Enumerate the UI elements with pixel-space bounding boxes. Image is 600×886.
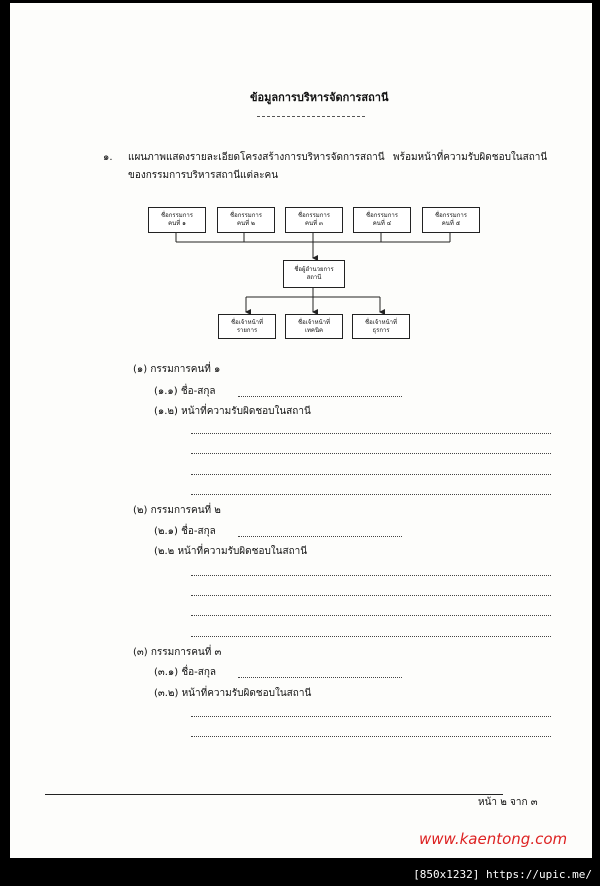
org-box-committee-3 xyxy=(285,207,343,233)
org-box-staff-technical xyxy=(285,314,343,339)
org-box-committee-1 xyxy=(148,207,206,233)
page-title: ข้อมูลการบริหารจัดการสถานี xyxy=(250,91,389,104)
org-box-label: ชื่อผู้อำนวยการ xyxy=(294,266,334,273)
committee-3-duty-label: (๓.๒) หน้าที่ความรับผิดชอบในสถานี xyxy=(154,688,312,699)
org-box-label: รายการ xyxy=(236,326,258,334)
section-text-2: ของกรรมการบริหารสถานีแต่ละคน xyxy=(128,170,279,181)
org-box-label: ชื่อเจ้าหน้าที่ xyxy=(365,318,397,326)
org-box-label: สถานี xyxy=(306,274,322,281)
committee-3-heading: (๓) กรรมการคนที่ ๓ xyxy=(133,647,222,658)
org-box-label: ชื่อกรรมการ xyxy=(298,212,330,219)
org-box-label: คนที่ ๒ xyxy=(237,220,255,227)
org-box-staff-admin xyxy=(352,314,410,339)
section-text-1a: แผนภาพแสดงรายละเอียดโครงสร้างการบริหารจัดการสถานี xyxy=(128,152,385,163)
committee-2-duty-label: (๒.๒ หน้าที่ความรับผิดชอบในสถานี xyxy=(154,546,308,557)
committee-1-duty-line[interactable] xyxy=(191,453,551,454)
org-box-director xyxy=(283,260,345,288)
org-box-label: ชื่อกรรมการ xyxy=(366,212,398,219)
org-box-label: ชื่อกรรมการ xyxy=(230,212,262,219)
org-box-label: เทคนิค xyxy=(304,326,324,334)
org-box-label: ชื่อเจ้าหน้าที่ xyxy=(231,318,263,326)
org-box-label: ชื่อเจ้าหน้าที่ xyxy=(298,318,330,326)
watermark: www.kaentong.com xyxy=(419,830,568,848)
org-box-committee-2 xyxy=(217,207,275,233)
org-box-committee-4 xyxy=(353,207,411,233)
committee-2-heading: (๒) กรรมการคนที่ ๒ xyxy=(133,505,221,516)
org-box-label: ธุรการ xyxy=(372,326,390,334)
committee-1-duty-line[interactable] xyxy=(191,474,551,475)
org-box-label: คนที่ ๑ xyxy=(168,220,186,227)
committee-2-duty-line[interactable] xyxy=(191,595,551,596)
committee-1-duty-line[interactable] xyxy=(191,433,551,434)
committee-1-duty-line[interactable] xyxy=(191,494,551,495)
org-box-label: ชื่อกรรมการ xyxy=(161,212,193,219)
committee-1-duty-label: (๑.๒) หน้าที่ความรับผิดชอบในสถานี xyxy=(154,406,311,417)
committee-2-duty-line[interactable] xyxy=(191,575,551,576)
org-box-staff-program xyxy=(218,314,276,339)
org-box-label: คนที่ ๕ xyxy=(441,220,461,227)
committee-3-name-label: (๓.๑) ชื่อ-สกุล xyxy=(154,667,217,678)
committee-2-duty-line[interactable] xyxy=(191,636,551,637)
committee-1-name-label: (๑.๑) ชื่อ-สกุล xyxy=(154,386,216,397)
committee-3-duty-line[interactable] xyxy=(191,716,551,717)
org-box-committee-5 xyxy=(422,207,480,233)
image-info-bar xyxy=(0,864,600,886)
committee-1-heading: (๑) กรรมการคนที่ ๑ xyxy=(133,364,221,375)
committee-2-name-label: (๒.๑) ชื่อ-สกุล xyxy=(154,526,216,537)
section-text-1b: พร้อมหน้าที่ความรับผิดชอบในสถานี xyxy=(393,152,548,163)
committee-3-duty-line[interactable] xyxy=(191,736,551,737)
page-number: หน้า ๒ จาก ๓ xyxy=(478,797,538,808)
image-info-text: [850x1232] https://upic.me/ xyxy=(413,868,592,881)
committee-2-duty-line[interactable] xyxy=(191,615,551,616)
committee-1-name-field[interactable] xyxy=(238,396,402,397)
committee-3-name-field[interactable] xyxy=(238,677,402,678)
committee-2-name-field[interactable] xyxy=(238,536,402,537)
footer-rule xyxy=(45,794,503,795)
org-box-label: คนที่ ๓ xyxy=(304,220,324,227)
org-box-label: คนที่ ๔ xyxy=(372,220,392,227)
section-number: ๑. xyxy=(103,152,113,163)
org-box-label: ชื่อกรรมการ xyxy=(435,212,467,219)
